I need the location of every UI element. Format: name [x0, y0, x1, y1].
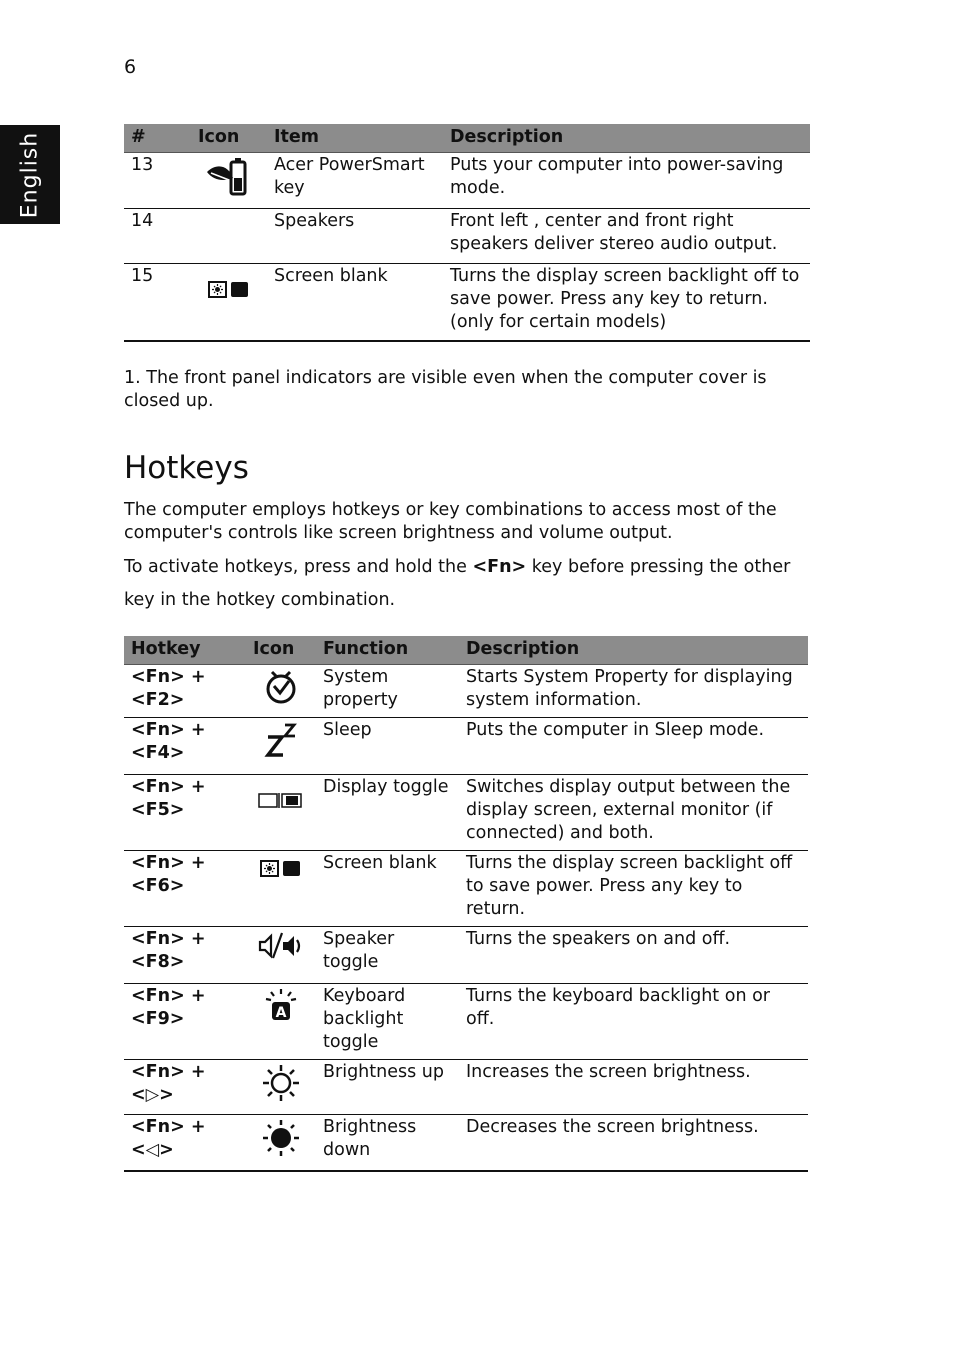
function-description: Puts the computer in Sleep mode. — [459, 717, 808, 774]
function-description: Turns the keyboard backlight on or off. — [459, 983, 808, 1059]
column-header: Icon — [246, 636, 316, 664]
hotkey-combo: <Fn> + <◁> — [124, 1114, 246, 1171]
column-header: Description — [459, 636, 808, 664]
display-toggle-icon — [257, 790, 305, 812]
function-description: Decreases the screen brightness. — [459, 1114, 808, 1171]
svg-text:A: A — [275, 1004, 287, 1021]
screen-blank-icon — [259, 858, 303, 880]
table-row — [124, 850, 808, 926]
row-number: 15 — [124, 263, 191, 341]
function-name: Screen blank — [316, 850, 459, 926]
function-description: Switches display output between the display screen, external monitor (if connected) and both. — [459, 774, 808, 850]
column-header: Description — [443, 124, 810, 152]
brightness-up-icon — [261, 1063, 301, 1103]
item-name: Speakers — [267, 208, 443, 263]
function-name: Brightness down — [316, 1114, 459, 1171]
column-header: Item — [267, 124, 443, 152]
footnote: 1. The front panel indicators are visible even when the computer cover is closed up. — [124, 368, 767, 411]
function-description: Starts System Property for displaying system information. — [459, 664, 808, 717]
row-number: 14 — [124, 208, 191, 263]
table-row — [124, 774, 808, 850]
function-name: System property — [316, 664, 459, 717]
function-description: Increases the screen brightness. — [459, 1059, 808, 1114]
table-row — [124, 152, 810, 208]
page-number: 6 — [124, 56, 137, 78]
front-panel-table — [124, 124, 810, 342]
speaker-toggle-icon — [257, 930, 305, 962]
table-row — [124, 1059, 808, 1114]
keyboard-backlight-icon — [264, 987, 298, 1023]
brightness-down-icon — [261, 1118, 301, 1158]
table-row — [124, 983, 808, 1059]
hotkey-combo: <Fn> + <F4> — [124, 717, 246, 774]
table-row — [124, 1114, 808, 1171]
item-description: Puts your computer into power-saving mode. — [443, 152, 810, 208]
table-header-row — [124, 636, 808, 664]
activation-paragraph: To activate hotkeys, press and hold the <Fn> key before pressing the other key in the hotkey combination. — [124, 557, 791, 610]
table-header-row — [124, 124, 810, 152]
function-name: Speaker toggle — [316, 926, 459, 983]
column-header: Icon — [191, 124, 267, 152]
hotkey-combo: <Fn> + <F5> — [124, 774, 246, 850]
powersmart-leaf-battery-icon — [205, 156, 253, 198]
hotkey-combo: <Fn> + <F2> — [124, 664, 246, 717]
sleep-zz-icon — [264, 721, 298, 761]
function-name: Keyboard backlight toggle — [316, 983, 459, 1059]
function-name: Brightness up — [316, 1059, 459, 1114]
screen-blank-icon — [207, 279, 251, 301]
hotkeys-table — [124, 636, 808, 1172]
language-side-tab — [0, 125, 60, 224]
function-name: Display toggle — [316, 774, 459, 850]
item-name: Acer PowerSmart key — [267, 152, 443, 208]
row-number: 13 — [124, 152, 191, 208]
side-tab-label: English — [17, 131, 43, 218]
column-header: Hotkey — [124, 636, 246, 664]
hotkey-combo: <Fn> + <F9> — [124, 983, 246, 1059]
item-description: Turns the display screen backlight off to save power. Press any key to return. (only for certain models) — [443, 263, 810, 341]
intro-paragraph: The computer employs hotkeys or key combinations to access most of the computer's controls like screen brightness and volume output. — [124, 500, 777, 543]
table-row — [124, 208, 810, 263]
table-row — [124, 263, 810, 341]
function-name: Sleep — [316, 717, 459, 774]
table-row — [124, 717, 808, 774]
function-description: Turns the display screen backlight off to save power. Press any key to return. — [459, 850, 808, 926]
table-row — [124, 664, 808, 717]
item-description: Front left , center and front right speakers deliver stereo audio output. — [443, 208, 810, 263]
function-description: Turns the speakers on and off. — [459, 926, 808, 983]
hotkey-combo: <Fn> + <▷> — [124, 1059, 246, 1114]
column-header: Function — [316, 636, 459, 664]
fn-key-label: <Fn> — [472, 557, 527, 577]
table-row — [124, 926, 808, 983]
section-heading: Hotkeys — [124, 450, 249, 486]
item-name: Screen blank — [267, 263, 443, 341]
hotkey-combo: <Fn> + <F8> — [124, 926, 246, 983]
system-property-icon — [264, 668, 298, 706]
column-header: # — [124, 124, 191, 152]
hotkey-combo: <Fn> + <F6> — [124, 850, 246, 926]
